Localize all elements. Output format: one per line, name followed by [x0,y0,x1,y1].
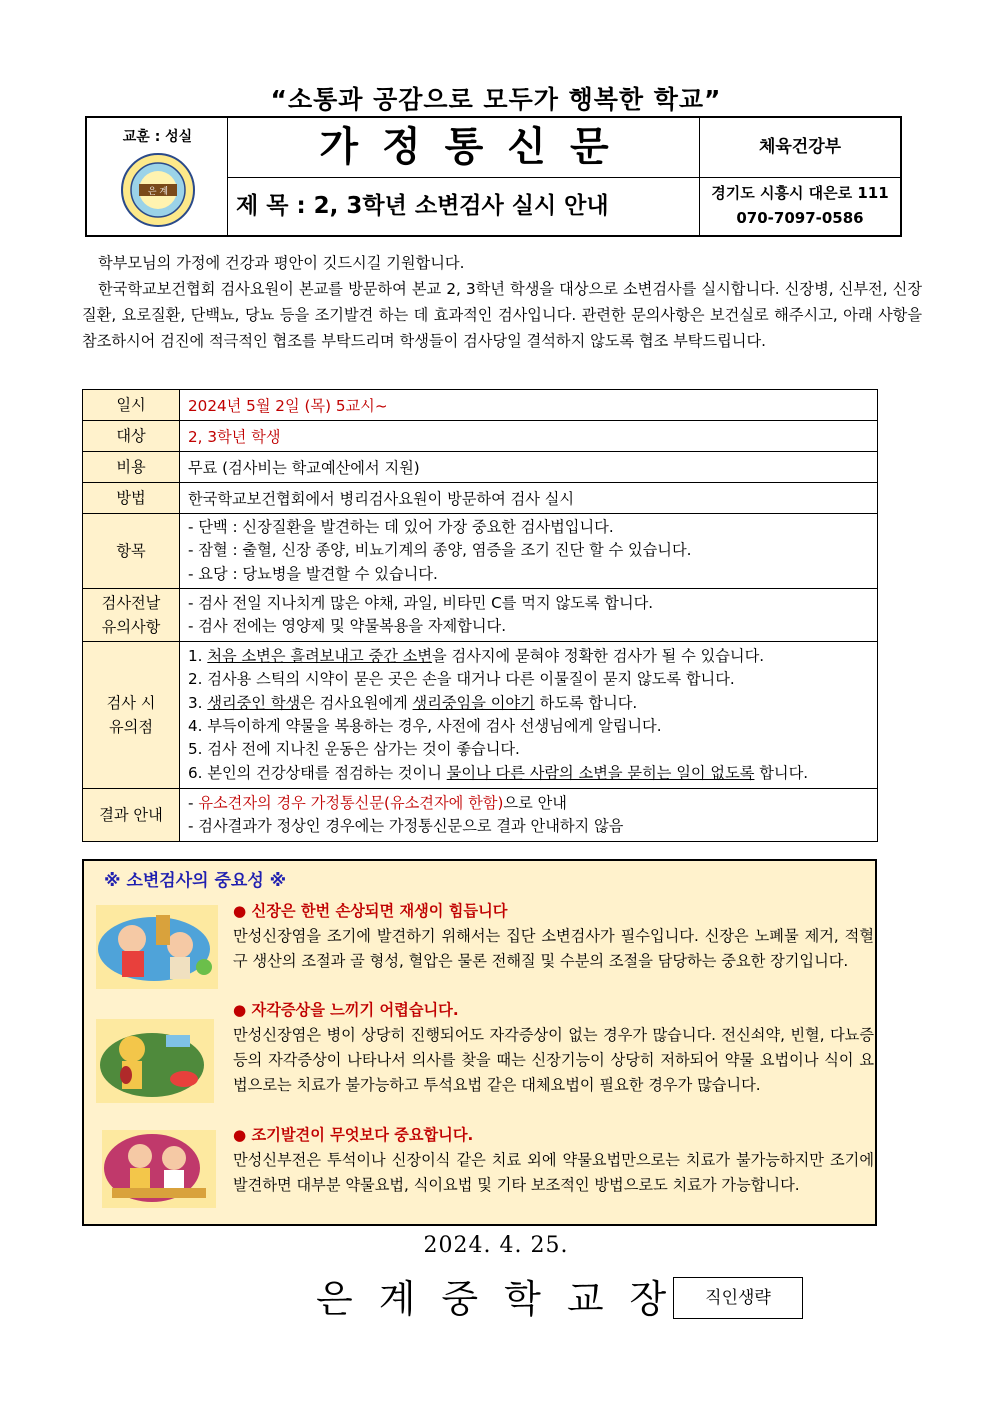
letter-header [85,116,902,237]
document-subject: 제 목 : 2, 3학년 소변검사 실시 안내 [236,193,609,219]
target-value: 2, 3학년 학생 [180,421,878,452]
text: 을 검사지에 묻혀야 정확한 검사가 될 수 있습니다. [432,646,765,665]
table-row [83,390,878,421]
section-heading: ● 신장은 한번 손상되면 재생이 힘듭니다 [233,902,508,920]
underlined-text: 생리중임을 이야기 [412,693,535,712]
items-value [180,514,878,589]
list-item: - 검사결과가 정상인 경우에는 가정통신문으로 결과 안내하지 않음 [188,817,624,835]
row-label: 항목 [83,514,180,589]
cost-value: 무료 (검사비는 학교예산에서 지원) [180,452,878,483]
underlined-text: 물이나 다른 사람의 소변을 묻히는 일이 없도록 [446,763,755,782]
label-line: 검사 시 [106,694,156,712]
row-label: 결과 안내 [83,789,180,842]
method-value: 한국학교보건협회에서 병리검사요원이 방문하여 검사 실시 [180,483,878,514]
importance-section-1 [233,899,874,974]
list-item: - 단백 : 신장질환을 발견하는 데 있어 가장 중요한 검사법입니다. [188,517,614,536]
svg-text:은 계: 은 계 [147,187,169,197]
text: 하도록 합니다. [534,693,638,712]
text: 합니다. [754,763,809,782]
importance-section-3 [233,1123,874,1198]
table-row [83,514,878,589]
section-body: 만성신장염은 병이 상당히 진행되어도 자각증상이 없는 경우가 많습니다. 전신쇠약, 빈혈, 다뇨증 등의 자각증상이 나타나서 의사를 찾을 때는 신장기능이 상당히 저하되어 약물 요법이나 식이 요법으로는 치료가 불가능하고 투석요법 같은 대체요법이 필요한 경우가 많습니다. [233,1026,874,1094]
kidney-cartoon-illustration-1 [96,905,218,989]
table-row [83,642,878,789]
text: 은 검사요원에게 [300,693,413,712]
intro-text [82,250,922,354]
text: 으로 안내 [503,793,567,812]
address: 경기도 시흥시 대은로 111 [711,184,889,202]
section-body: 만성신부전은 투석이나 신장이식 같은 치료 외에 약물요법만으로는 치료가 불가능하지만 조기에 발견하면 대부분 약물요법, 식이요법 및 기타 보조적인 방법으로도 치료가 가능합니다. [233,1151,874,1194]
list-item: - 잠혈 : 출혈, 신장 종양, 비뇨기계의 종양, 염증을 조기 진단 할 수 있습니다. [188,541,692,560]
importance-title: ※ 소변검사의 중요성 ※ [104,871,287,891]
row-label: 비용 [83,452,180,483]
exam-info-table [82,389,878,842]
table-row [83,483,878,514]
list-item: - 요당 : 당뇨병을 발견할 수 있습니다. [188,564,438,583]
list-item [188,762,869,785]
table-row [83,789,878,842]
section-body: 만성신장염을 조기에 발견하기 위해서는 집단 소변검사가 필수입니다. 신장은 노폐물 제거, 적혈구 생산의 조절과 골 형성, 혈압은 물론 전해질 및 수분의 조절을 담당하는 중요한 장기입니다. [233,927,874,970]
school-emblem-cell [87,118,228,235]
list-item [188,645,869,668]
list-item: 4. 부득이하게 약물을 복용하는 경우, 사전에 검사 선생님에게 알립니다. [188,717,662,735]
intro-paragraph: 학부모님의 가정에 건강과 평안이 깃드시길 기원합니다. [98,254,465,272]
department: 체육건강부 [700,118,900,178]
row-label: 대상 [83,421,180,452]
list-item [188,692,869,715]
list-item: 2. 검사용 스틱의 시약이 묻은 곳은 손을 대거나 다른 이물질이 묻지 않도록 합니다. [188,670,735,689]
importance-box [82,859,877,1226]
result-value [180,789,878,842]
title-cell [228,118,700,235]
list-item: - 검사 전에는 영양제 및 약물복용을 자제합니다. [188,617,507,635]
date-value: 2024년 5월 2일 (목) 5교시~ [180,390,878,421]
section-heading: ● 자각증상을 느끼기 어렵습니다. [233,1001,459,1019]
label-line: 유의점 [108,718,153,736]
school-emblem-logo [120,152,196,228]
row-label: 일시 [83,390,180,421]
highlight-text: 유소견자의 경우 가정통신문(유소견자에 한함) [198,793,504,812]
principal-signature: 은계중학교장 [316,1277,693,1321]
underlined-text: 처음 소변은 흘려보내고 중간 소변 [207,646,433,665]
table-row [83,421,878,452]
intro-paragraph: 한국학교보건협회 검사요원이 본교를 방문하여 본교 2, 3학년 학생을 대상으로 소변검사를 실시합니다. 신장병, 신부전, 신장질환, 요로질환, 단백뇨, 당뇨 등을 조기발견 하는 데 효과적인 검사입니다. 관련한 문의사항은 보건실로 해주시고, 아래 사항을 참조하시어 검진에 적극적인 협조를 부탁드리며 학생들이 검사당일 결석하지 않도록 협조 부탁드립니다. [82,280,922,350]
list-item [188,792,869,815]
importance-section-2 [233,998,874,1098]
row-label: 방법 [83,483,180,514]
document-title: 가정통신문 [228,118,700,178]
label-line: 유의사항 [101,618,161,636]
section-heading: ● 조기발견이 무엇보다 중요합니다. [233,1126,474,1144]
seal-omitted-box: 직인생략 [673,1277,803,1319]
row-label [83,589,180,642]
list-item: 5. 검사 전에 지나친 운동은 삼가는 것이 좋습니다. [188,740,520,759]
text: - [188,793,199,812]
school-motto: 교훈 : 성실 [122,129,193,145]
text: 1. [188,646,208,665]
school-motto-banner: “소통과 공감으로 모두가 행복한 학교” [270,85,722,114]
contact-cell [700,118,900,235]
address-block [700,181,900,231]
caution-value [180,642,878,789]
list-item: - 검사 전일 지나치게 많은 야채, 과일, 비타민 C를 먹지 않도록 합니다. [188,593,654,612]
kidney-cartoon-illustration-2 [96,1019,214,1103]
text: 3. [188,693,208,712]
table-row [83,452,878,483]
row-label [83,642,180,789]
text: 6. 본인의 건강상태를 점검하는 것이니 [188,763,447,782]
issue-date: 2024. 4. 25. [423,1233,569,1258]
label-line: 검사전날 [101,594,161,612]
prev-day-value [180,589,878,642]
table-row [83,589,878,642]
kidney-cartoon-illustration-3 [102,1130,216,1208]
underlined-text: 생리중인 학생 [207,693,301,712]
phone: 070-7097-0586 [736,209,864,227]
